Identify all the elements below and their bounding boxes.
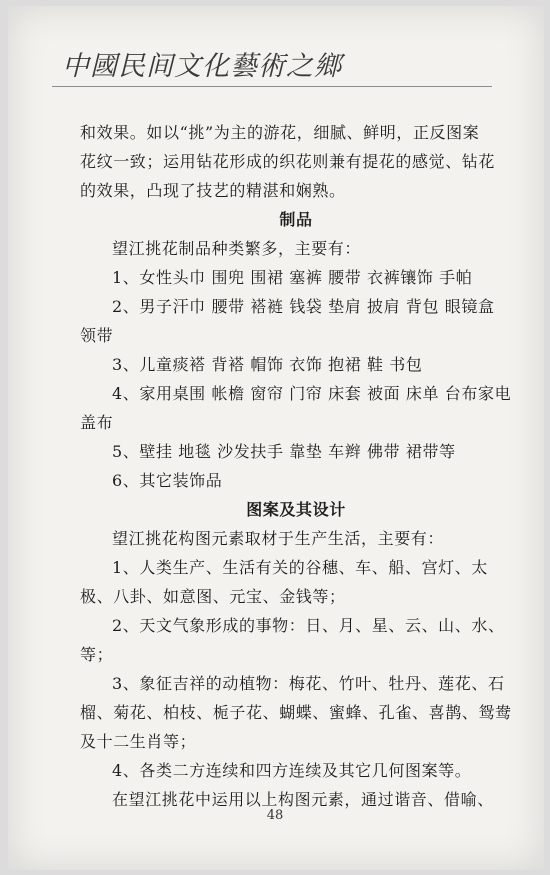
paragraph: 望江挑花构图元素取材于生产生活，主要有： xyxy=(112,529,445,548)
list-item: 3、象征吉祥的动植物：梅花、竹叶、牡丹、莲花、石榴、菊花、柏枝、栀子花、蝴蝶、蜜蜂、孔雀、喜鹊、鸳鸯及十二生肖等； xyxy=(80,674,512,751)
paragraph-line: 的效果，凸现了技艺的精湛和娴熟。 xyxy=(80,181,346,200)
page-number: 48 xyxy=(266,808,284,823)
list-item: 1、人类生产、生活有关的谷穗、车、船、宫灯、太极、八卦、如意图、元宝、金钱等； xyxy=(80,558,488,606)
paragraph-line: 和效果。如以“挑”为主的游花，细腻、鲜明，正反图案 xyxy=(80,123,480,142)
section-heading-patterns: 图案及其设计 xyxy=(246,500,346,519)
list-item: 4、各类二方连续和四方连续及其它几何图案等。 xyxy=(112,761,472,780)
list-item: 5、壁挂 地毯 沙发扶手 靠垫 车辫 佛带 裙带等 xyxy=(112,442,456,461)
header-rule xyxy=(52,86,492,87)
list-item: 4、家用桌围 帐檐 窗帘 门帘 床套 被面 床单 台布家电盖布 xyxy=(80,384,512,432)
running-header: 中國民间文化藝術之鄉 xyxy=(62,51,342,82)
paragraph: 望江挑花制品种类繁多，主要有： xyxy=(112,239,362,258)
body-text xyxy=(80,118,512,814)
section-heading-products: 制品 xyxy=(279,210,313,229)
paragraph-line: 花纹一致；运用钻花形成的织花则兼有提花的感觉、钻花 xyxy=(80,152,496,171)
list-item: 2、男子汗巾 腰带 褡裢 钱袋 垫肩 披肩 背包 眼镜盒 领带 xyxy=(80,297,495,345)
list-item: 2、天文气象形成的事物：日、月、星、云、山、水、等； xyxy=(80,616,505,664)
list-item: 6、其它装饰品 xyxy=(112,471,223,490)
list-item: 1、女性头巾 围兜 围裙 塞裤 腰带 衣裤镶饰 手帕 xyxy=(112,268,473,287)
paragraph: 在望江挑花中运用以上构图元素，通过谐音、借喻、 xyxy=(112,790,494,809)
list-item: 3、儿童痰褡 背褡 帽饰 衣饰 抱裙 鞋 书包 xyxy=(112,355,423,374)
